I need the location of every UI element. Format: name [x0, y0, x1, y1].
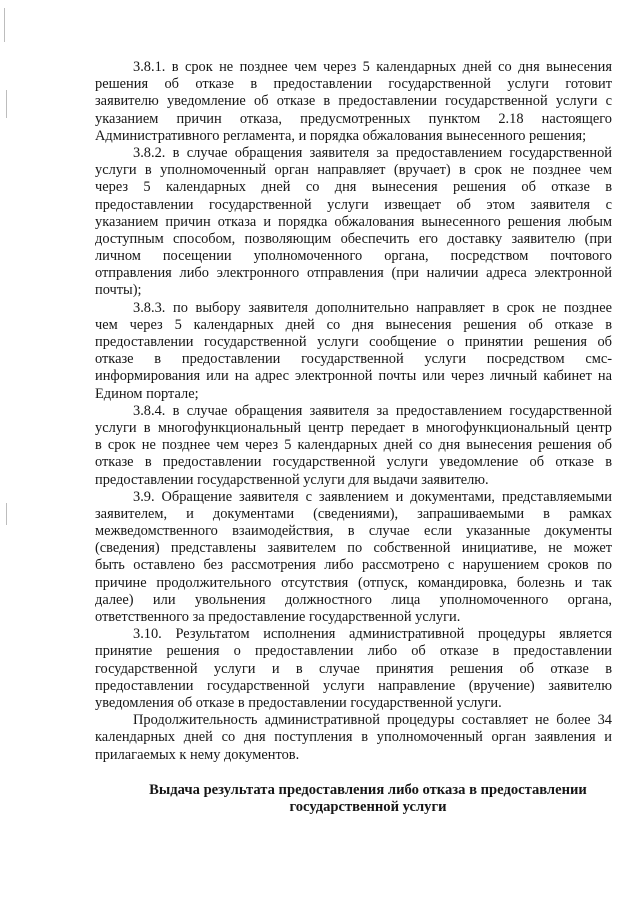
text-line: прилагаемых к нему документов.: [95, 746, 300, 763]
text-line: отказе в предоставлении государственной услуги уведомление об отказе в: [95, 454, 612, 471]
text-line: отправления либо электронного отправления (при наличии адреса электронной: [95, 265, 612, 282]
text-line: 3.9. Обращение заявителя с заявлением и документами, представляемыми: [133, 488, 612, 505]
text-line: указанием причин отказа и порядка обжалования вынесенного решения любым: [95, 213, 612, 230]
text-line: информирования или на адрес электронной почты или через личный кабинет на: [95, 368, 612, 385]
text-line: заявителю уведомление об отказе в предоставлении государственной услуги с: [95, 93, 612, 110]
body-text: [95, 59, 612, 764]
text-line: предоставлении государственной услуги извещает об этом заявителя с: [95, 196, 612, 213]
text-line: через 5 календарных дней со дня вынесения решения об отказе в: [95, 179, 612, 196]
text-line: 3.8.4. в случае обращения заявителя за предоставлением государственной: [133, 402, 612, 419]
text-line: межведомственного взаимодействия, в случае если указанные документы: [95, 523, 612, 540]
text-line: 3.8.2. в случае обращения заявителя за предоставлением государственной: [133, 144, 612, 161]
text-line: государственной услуги и в случае принятия решения об отказе в: [95, 660, 612, 677]
paragraph: [95, 403, 612, 489]
text-line: далее) или увольнения должностного лица уполномоченного органа,: [95, 591, 612, 608]
text-line: заявителем, и документами (сведениями), запрашиваемыми в рамках: [95, 505, 612, 522]
text-line: 3.8.1. в срок не позднее чем через 5 календарных дней со дня вынесения: [133, 59, 612, 75]
text-line: уведомления об отказе в предоставлении государственной услуги.: [95, 694, 502, 711]
heading-line: Выдача результата предоставления либо отказа в предоставлении: [149, 782, 587, 798]
text-line: в срок не позднее чем через 5 календарных дней со дня вынесения решения об: [95, 437, 612, 454]
text-line: почты);: [95, 282, 142, 299]
text-line: указанием причин отказа, предусмотренных пунктом 2.18 настоящего: [95, 110, 612, 127]
paragraph: [95, 712, 612, 764]
text-line: услуги в уполномоченный орган направляет (вручает) в срок не позднее чем: [95, 162, 612, 179]
text-line: решения об отказе в предоставлении государственной услуги готовит: [95, 76, 612, 93]
paragraph: [95, 145, 612, 300]
paragraph: [95, 626, 612, 712]
text-line: Едином портале;: [95, 385, 199, 402]
text-line: причине продолжительного отсутствия (отпуск, командировка, болезнь и так: [95, 574, 612, 591]
heading-line: государственной услуги: [289, 799, 447, 816]
paragraph: [95, 489, 612, 627]
scan-artifact: [4, 8, 5, 42]
paragraph: [95, 300, 612, 403]
text-line: 3.8.3. по выбору заявителя дополнительно направляет в срок не позднее: [133, 299, 612, 316]
text-line: 3.10. Результатом исполнения административной процедуры является: [133, 626, 612, 643]
text-line: предоставлении государственной услуги направление (вручение) заявителю: [95, 677, 612, 694]
text-line: быть оставлено без рассмотрения либо рассмотрено с нарушением сроков по: [95, 557, 612, 574]
text-line: Административного регламента, и порядка обжалования вынесенного решения;: [95, 127, 587, 144]
text-line: принятие решения о предоставлении либо об отказе в предоставлении: [95, 643, 612, 660]
text-line: предоставлении государственной услуги сообщение о принятии решения об: [95, 334, 612, 350]
scan-artifact: [6, 90, 7, 118]
text-line: услуги в многофункциональный центр передает в многофункциональный центр: [95, 419, 612, 436]
text-line: календарных дней со дня поступления в уполномоченный орган заявления и: [95, 729, 612, 746]
paragraph: [95, 59, 612, 145]
scan-artifact: [6, 503, 7, 525]
text-line: (сведения) представлены заявителем по собственной инициативе, не может: [95, 540, 612, 557]
text-line: чем через 5 календарных дней со дня вынесения решения об отказе в: [95, 316, 612, 333]
text-line: предоставлении государственной услуги для выдачи заявителю.: [95, 471, 489, 488]
section-heading: [118, 782, 618, 816]
text-line: личном посещении уполномоченного органа, посредством почтового: [95, 248, 612, 265]
text-line: отказе в предоставлении государственной услуги посредством смс-: [95, 351, 612, 368]
text-line: ответственного за предоставление государственной услуги.: [95, 609, 461, 625]
text-line: Продолжительность административной процедуры составляет не более 34: [133, 712, 612, 729]
text-line: доступным способом, позволяющим обеспечить его доставку заявителю (при: [95, 230, 612, 247]
